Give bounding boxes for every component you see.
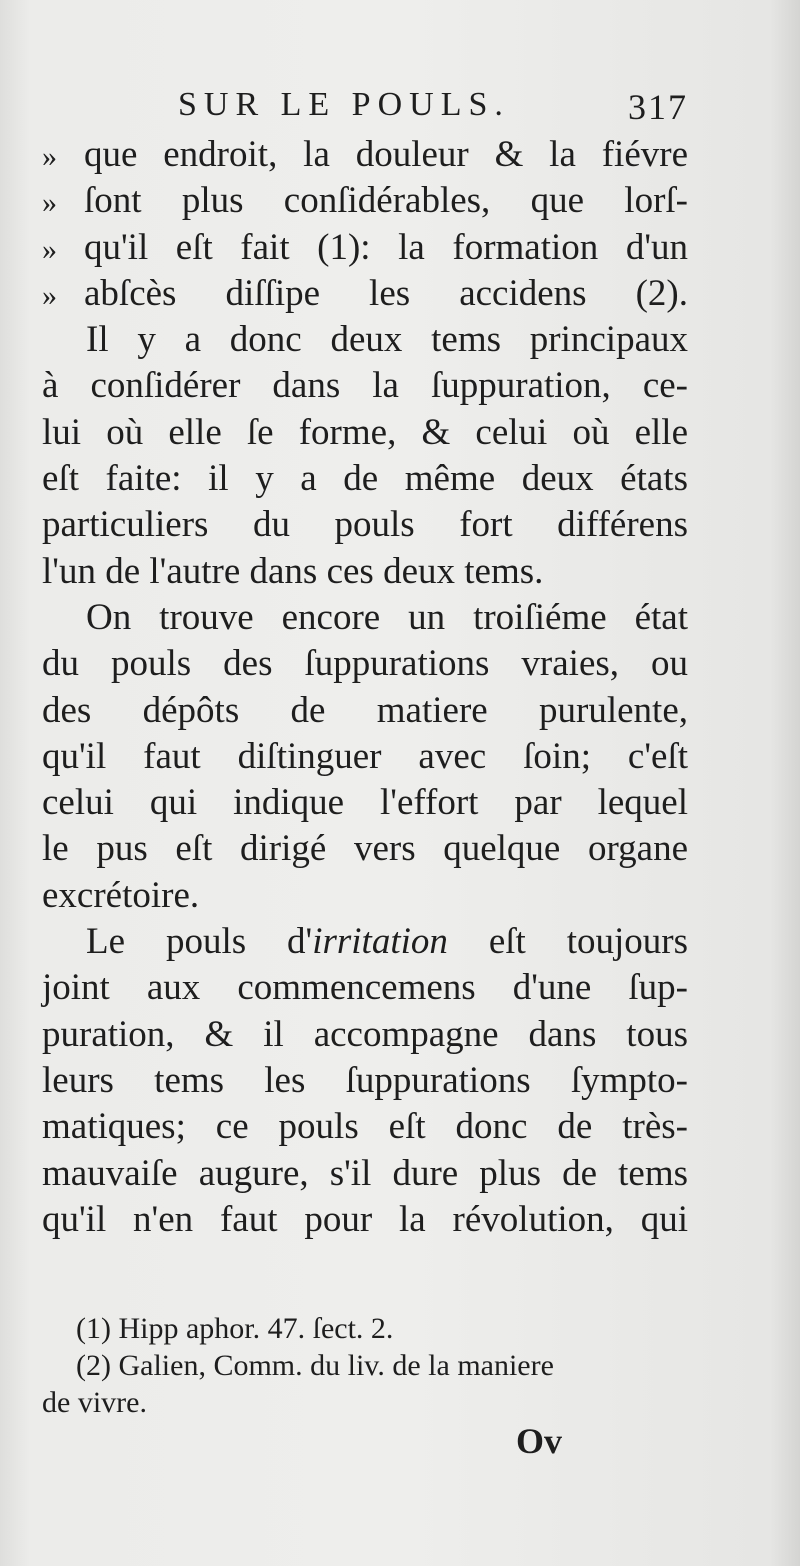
paragraph-line: du pouls des ſuppurations vraies, ou xyxy=(42,643,688,685)
page-header xyxy=(178,86,688,130)
paragraph-line: Il y a donc deux tems principaux xyxy=(86,319,688,361)
footnotes xyxy=(42,1310,707,1421)
footnote-2: (2) Galien, Comm. du liv. de la maniere xyxy=(76,1349,554,1382)
quote-mark: » xyxy=(42,232,57,266)
paragraph-line: qu'il n'en faut pour la révolution, qui xyxy=(42,1198,688,1240)
body-text xyxy=(42,132,688,1243)
quoted-line: » abſcès diſſipe les accidens (2). xyxy=(42,271,688,317)
quoted-line: » qu'il eſt fait (1): la formation d'un xyxy=(42,225,688,271)
quote-mark: » xyxy=(42,140,57,173)
running-title: SUR LE POULS. xyxy=(178,86,510,123)
paragraph-line: à conſidérer dans la ſuppuration, ce- xyxy=(42,365,688,407)
quote-mark: » xyxy=(42,186,57,220)
footnote-2-continued: de vivre. xyxy=(42,1386,147,1419)
footnote-1: (1) Hipp aphor. 47. ſect. 2. xyxy=(76,1312,394,1345)
quoted-line: » que endroit, la douleur & la fiévre xyxy=(42,132,688,178)
paragraph-line: leurs tems les ſuppurations ſympto- xyxy=(42,1059,688,1101)
paragraph-line: qu'il faut diſtinguer avec ſoin; c'eſt xyxy=(42,735,688,777)
paragraph-line: lui où elle ſe forme, & celui où elle xyxy=(42,411,688,453)
paragraph-line: puration, & il accompagne dans tous xyxy=(42,1013,688,1055)
paragraph-line: particuliers du pouls fort différens xyxy=(42,504,688,546)
paragraph-line: eſt faite: il y a de même deux états xyxy=(42,458,688,500)
paragraph-line: On trouve encore un troiſiéme état xyxy=(86,596,688,638)
catchword: Ov xyxy=(516,1421,563,1461)
paragraph-line: celui qui indique l'effort par lequel xyxy=(42,782,688,824)
paragraph-line: excrétoire. xyxy=(42,874,200,916)
paragraph-line: mauvaiſe augure, s'il dure plus de tems xyxy=(42,1152,688,1194)
paragraph-line: matiques; ce pouls eſt donc de très- xyxy=(42,1106,688,1148)
quoted-line: » ſont plus conſidérables, que lorſ- xyxy=(42,178,688,224)
paragraph-line: l'un de l'autre dans ces deux tems. xyxy=(42,550,544,592)
quote-mark: » xyxy=(42,278,57,312)
paragraph-line: joint aux commencemens d'une ſup- xyxy=(42,967,688,1009)
paragraph-line: le pus eſt dirigé vers quelque organe xyxy=(42,828,688,870)
paragraph-line: des dépôts de matiere purulente, xyxy=(42,689,688,731)
paragraph-line: Le pouls d'irritation eſt toujours xyxy=(86,921,688,963)
italic-term: irritation xyxy=(312,921,448,963)
page-number: 317 xyxy=(628,87,688,127)
